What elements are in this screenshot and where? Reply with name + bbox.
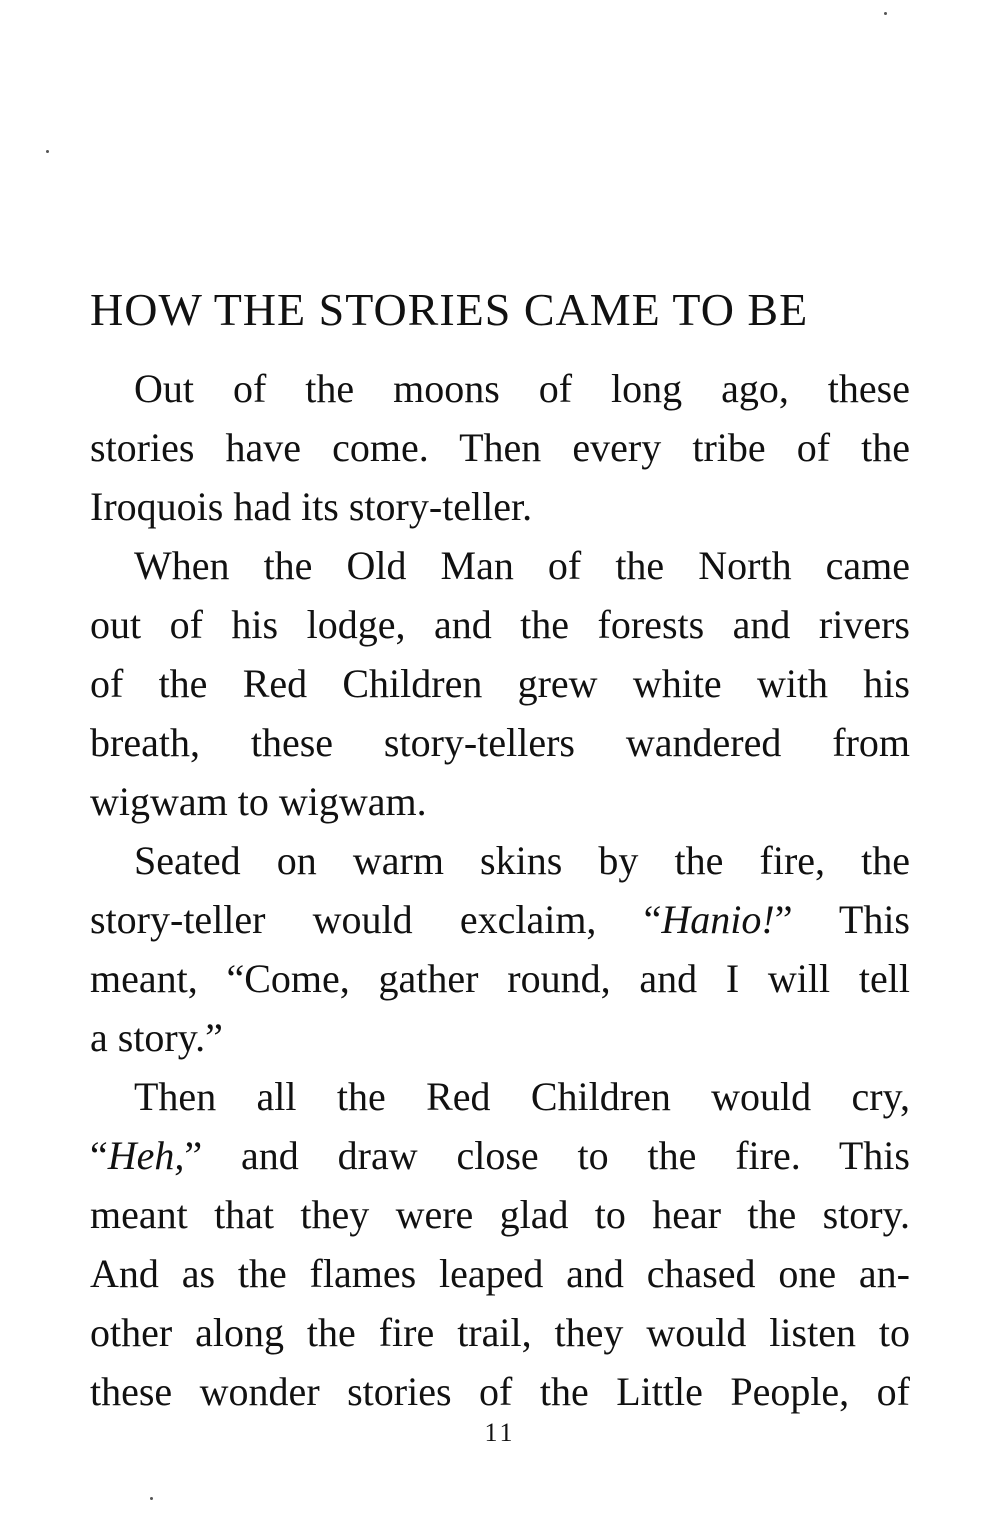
text-line: a story.” <box>90 1015 223 1060</box>
text-line: Out of the moons of long ago, these <box>134 366 910 411</box>
text-line: these wonder stories of the Little People, of <box>90 1369 910 1414</box>
scan-speck <box>46 150 49 153</box>
paragraph-4 <box>90 1067 910 1421</box>
italic-word: Heh, <box>107 1133 185 1178</box>
text-line: When the Old Man of the North came <box>134 543 910 588</box>
paragraph-2 <box>90 536 910 831</box>
text-line: story-teller would exclaim, “Hanio!” This <box>90 897 910 942</box>
italic-word: Hanio! <box>661 897 775 942</box>
text-line: Then all the Red Children would cry, <box>134 1074 910 1119</box>
scan-speck <box>884 12 887 15</box>
paragraph-1 <box>90 359 910 536</box>
text-line: “Heh,” and draw close to the fire. This <box>90 1133 910 1178</box>
text-line: stories have come. Then every tribe of the <box>90 425 910 470</box>
text-line: breath, these story-tellers wandered from <box>90 720 910 765</box>
text-line: of the Red Children grew white with his <box>90 661 910 706</box>
text-line: meant that they were glad to hear the story. <box>90 1192 910 1237</box>
page-number: 11 <box>484 1418 516 1447</box>
text-line: Seated on warm skins by the fire, the <box>134 838 910 883</box>
text-line: And as the flames leaped and chased one an- <box>90 1251 910 1296</box>
text-line: wigwam to wigwam. <box>90 779 427 824</box>
scan-speck <box>150 1497 153 1500</box>
paragraph-3 <box>90 831 910 1067</box>
text-line: Iroquois had its story-teller. <box>90 484 533 529</box>
chapter-heading: HOW THE STORIES CAME TO BE <box>90 284 809 335</box>
text-line: meant, “Come, gather round, and I will tell <box>90 956 910 1001</box>
text-line: other along the fire trail, they would listen to <box>90 1310 910 1355</box>
text-line: out of his lodge, and the forests and rivers <box>90 602 910 647</box>
